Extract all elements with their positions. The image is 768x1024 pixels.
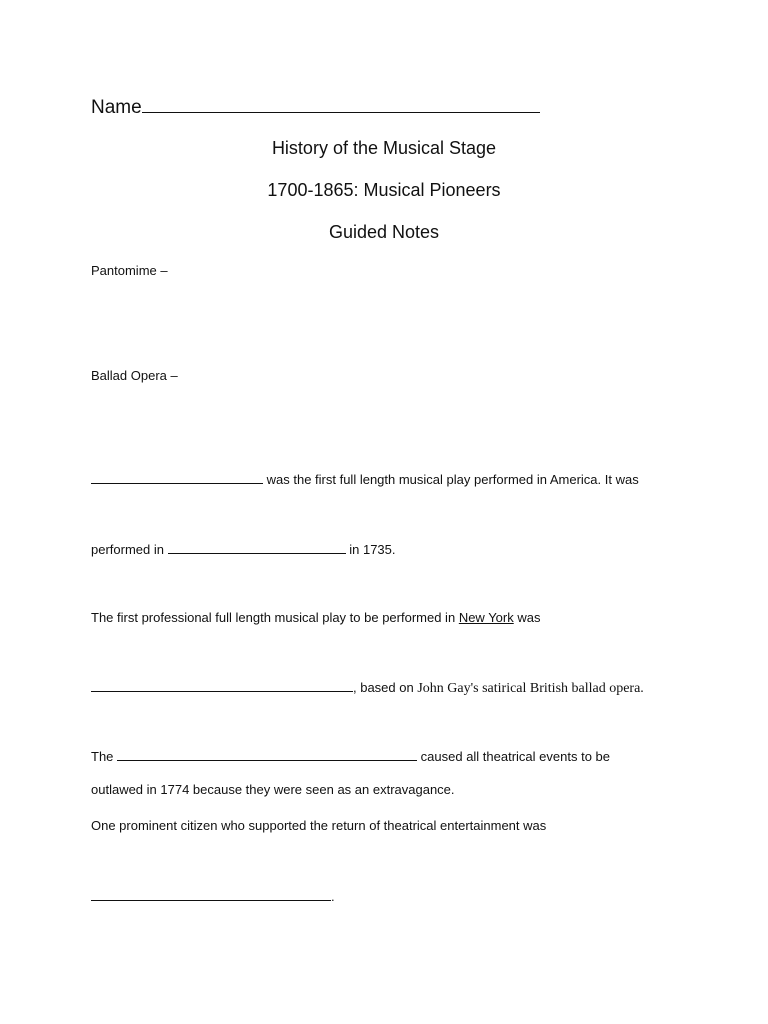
question-text: was (517, 610, 541, 625)
answer-blank[interactable] (91, 471, 263, 484)
question-text: caused all theatrical events to be (420, 749, 610, 764)
name-blank[interactable] (142, 95, 540, 113)
question-text-serif: John Gay's satirical British ballad opera. (417, 681, 644, 696)
answer-blank[interactable] (91, 888, 331, 901)
question-2-line-2 (91, 679, 644, 697)
name-field[interactable] (91, 95, 540, 120)
question-text: , based on (353, 680, 414, 695)
answer-blank[interactable] (168, 541, 346, 554)
worksheet-period: 1700-1865: Musical Pioneers (267, 180, 501, 200)
question-4-line-2 (91, 888, 335, 905)
question-text: . (331, 889, 335, 904)
question-4-line-1: One prominent citizen who supported the return of theatrical entertainment was (91, 818, 547, 833)
question-text: was the first full length musical play performed in America. It was (266, 472, 639, 487)
question-1-line-2 (91, 541, 396, 558)
name-label: Name (91, 97, 142, 118)
question-text: in 1735. (349, 542, 396, 557)
worksheet-type: Guided Notes (328, 222, 440, 242)
question-text: The first professional full length musical play to be performed in (91, 610, 456, 625)
term-ballad-opera: Ballad Opera – (91, 368, 178, 383)
underlined-place: New York (458, 610, 514, 625)
question-1-line-1 (91, 471, 639, 488)
question-text: The (91, 749, 114, 764)
answer-blank[interactable] (117, 748, 417, 761)
term-pantomime: Pantomime – (91, 263, 168, 278)
question-2-line-1 (91, 610, 540, 626)
question-3-line-1 (91, 748, 610, 765)
question-3-line-2: outlawed in 1774 because they were seen as an extravagance. (91, 782, 455, 797)
question-text: performed in (91, 542, 164, 557)
answer-blank[interactable] (91, 679, 353, 692)
worksheet-title: History of the Musical Stage (271, 138, 497, 158)
